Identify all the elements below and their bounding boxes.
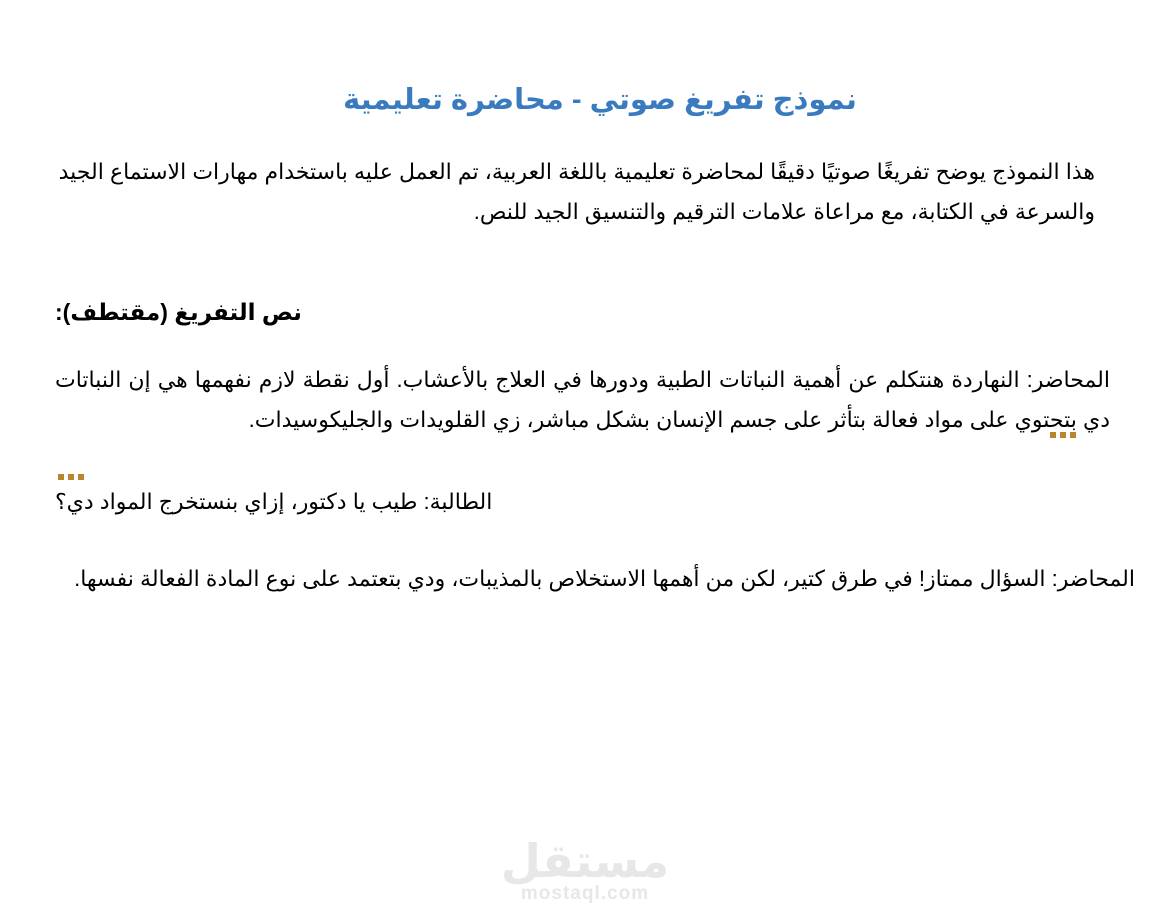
intro-paragraph: هذا النموذج يوضح تفريغًا صوتيًا دقيقًا لمحاضرة تعليمية باللغة العربية، تم العمل عليه باستخدام مهارات الاستماع الجيد والسرعة في الكتابة، مع مراعاة علامات الترقيم والتنسيق الجيد للنص. (58, 159, 1095, 224)
transcript-lecturer-line-1: المحاضر: النهاردة هنتكلم عن أهمية النباتات الطبية ودورها في العلاج بالأعشاب. أول نقطة لازم نفهمها هي إن النباتات دي بتحتوي على مواد فعالة بتأثر على جسم الإنسان بشكل مباشر، زي القلويدات والجليكوسيدات. (55, 367, 1110, 432)
watermark-logo: مستقل (500, 835, 670, 887)
ellipsis-mark (1050, 432, 1076, 438)
transcript-student-line: الطالبة: طيب يا دكتور، إزاي بنستخرج المواد دي؟ (55, 489, 493, 514)
transcript-lecturer-line-2: المحاضر: السؤال ممتاز! في طرق كتير، لكن من أهمها الاستخلاص بالمذيبات، ودي بتعتمد على نوع المادة الفعالة نفسها. (74, 566, 1135, 591)
document-title: نموذج تفريغ صوتي - محاضرة تعليمية (343, 84, 857, 116)
transcript-heading: نص التفريغ (مقتطف): (55, 299, 302, 325)
mostaql-watermark (480, 835, 690, 904)
ellipsis-mark (58, 474, 84, 480)
watermark-url: mostaql.com (520, 883, 650, 904)
